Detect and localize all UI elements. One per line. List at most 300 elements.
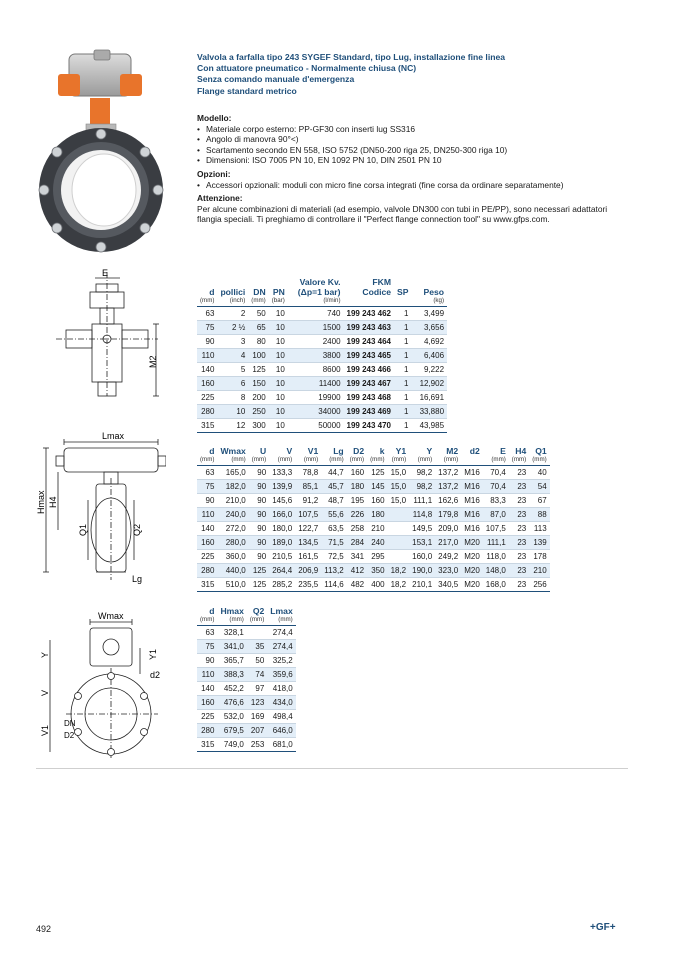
table-row	[197, 508, 550, 522]
table-cell: 280	[197, 405, 217, 419]
table-cell: 118,0	[483, 550, 509, 564]
table-row	[197, 724, 296, 738]
table-cell: 315	[197, 578, 217, 592]
dim-label-dn: DN	[64, 719, 76, 728]
table-cell: 249,2	[435, 550, 461, 564]
opzioni-item: • Accessori opzionali: moduli con micro fine corsa integrati (fine corsa da ordinare separatamente)	[197, 180, 586, 191]
dim-label-v: V	[40, 689, 50, 696]
table-row	[197, 640, 296, 654]
col-header-line2: (Δp=1 bar)	[297, 287, 341, 297]
table-cell: 168,0	[483, 578, 509, 592]
table-cell: 280	[197, 724, 217, 738]
dim-label-v1: V1	[40, 724, 50, 736]
table-cell: 532,0	[217, 710, 246, 724]
table-cell: 434,0	[267, 696, 295, 710]
table-cell: 100	[248, 349, 268, 363]
table-cell: 328,1	[217, 626, 246, 640]
unit-cell: (mm)	[509, 456, 529, 466]
unit-cell: (mm)	[388, 456, 410, 466]
table-cell: 350	[367, 564, 387, 578]
modello-heading: Modello:	[197, 113, 232, 123]
table-cell: 199 243 469	[344, 405, 395, 419]
table-cell: 113,2	[321, 564, 346, 578]
table-cell: 90	[249, 494, 269, 508]
table-cell: 452,2	[217, 682, 246, 696]
table-row	[197, 682, 296, 696]
table-cell: 280	[197, 564, 217, 578]
table-cell: 3	[217, 335, 248, 349]
col-header: k	[379, 446, 385, 456]
table-cell: 87,0	[483, 508, 509, 522]
unit-cell	[461, 456, 483, 466]
table-cell: 210	[367, 522, 387, 536]
col-header: d2	[469, 446, 480, 456]
table-cell: 123	[247, 696, 267, 710]
unit-cell: (mm)	[483, 456, 509, 466]
col-header: Y1	[395, 446, 407, 456]
table-row	[197, 307, 447, 321]
product-photo	[36, 48, 186, 263]
table-cell: 110	[197, 508, 217, 522]
unit-cell: (inch)	[217, 297, 248, 307]
table-cell: 10	[269, 405, 288, 419]
table-cell: 90	[197, 335, 217, 349]
unit-cell: (mm)	[217, 456, 248, 466]
dim-label-lg: Lg	[132, 574, 143, 584]
table-row	[197, 349, 447, 363]
col-header: Q1	[535, 446, 547, 456]
col-header: D2	[353, 446, 365, 456]
table-cell: 160	[367, 494, 387, 508]
table-cell: 91,2	[295, 494, 321, 508]
unit-cell: (mm)	[248, 297, 268, 307]
table-cell: 55,6	[321, 508, 346, 522]
table-cell: 50	[248, 307, 268, 321]
table-cell: 10	[269, 419, 288, 433]
unit-cell: (mm)	[197, 456, 217, 466]
table-cell: 200	[248, 391, 268, 405]
unit-cell: (mm)	[321, 456, 346, 466]
table-cell: 340,5	[435, 578, 461, 592]
drawing-top-view	[36, 610, 166, 760]
table-cell: 8	[217, 391, 248, 405]
table-header-row	[197, 606, 296, 616]
table-cell: 23	[509, 522, 529, 536]
table-row	[197, 564, 550, 578]
table-cell: 50000	[288, 419, 344, 433]
table-row	[197, 377, 447, 391]
table-cell: 1500	[288, 321, 344, 335]
table-cell: 8600	[288, 363, 344, 377]
table-cell: 274,4	[267, 640, 295, 654]
unit-cell: (kg)	[411, 297, 447, 307]
table-cell: 23	[509, 466, 529, 480]
table-cell: 240,0	[217, 508, 248, 522]
table-row	[197, 494, 550, 508]
table-cell: 75	[197, 640, 217, 654]
col-header: U	[259, 446, 267, 456]
table-cell: 72,5	[321, 550, 346, 564]
table-cell: 23	[509, 578, 529, 592]
table-codes	[197, 277, 447, 433]
table-cell: 3,656	[411, 321, 447, 335]
table-cell: 160,0	[409, 550, 435, 564]
unit-cell: (mm)	[197, 616, 217, 626]
dim-label-q1: Q1	[78, 523, 88, 536]
table-cell: 139,9	[269, 480, 295, 494]
table-cell: 107,5	[295, 508, 321, 522]
table-cell: 161,5	[295, 550, 321, 564]
table-cell: 80	[248, 335, 268, 349]
table-cell: 111,1	[409, 494, 435, 508]
table-cell: 3800	[288, 349, 344, 363]
table-cell: 149,5	[409, 522, 435, 536]
table-cell: 258	[347, 522, 367, 536]
table-cell: 150	[248, 377, 268, 391]
col-header: E	[500, 446, 506, 456]
dim-label-e: E	[102, 268, 109, 278]
table-cell: 166,0	[269, 508, 295, 522]
table-cell: 264,4	[269, 564, 295, 578]
table-cell: 19900	[288, 391, 344, 405]
table-header-row	[197, 446, 550, 456]
table-cell: 74	[247, 668, 267, 682]
table-cell: 1	[394, 419, 411, 433]
table-cell: 190,0	[409, 564, 435, 578]
table-cell: 133,3	[269, 466, 295, 480]
table-cell: 388,3	[217, 668, 246, 682]
table-cell: M20	[461, 550, 483, 564]
table-cell: 15,0	[388, 494, 410, 508]
col-header: d	[209, 446, 215, 456]
table-cell: 412	[347, 564, 367, 578]
table-cell: 162,6	[435, 494, 461, 508]
table-cell: 145,6	[269, 494, 295, 508]
col-header: pollici	[220, 287, 246, 297]
description	[197, 110, 617, 225]
table-cell: 1	[394, 349, 411, 363]
table-cell: 35	[247, 640, 267, 654]
table-cell: 250	[248, 405, 268, 419]
table-cell: 113	[529, 522, 549, 536]
table-cell: 284	[347, 536, 367, 550]
table-cell: 400	[367, 578, 387, 592]
table-row	[197, 578, 550, 592]
table-row	[197, 405, 447, 419]
table-cell: 145	[367, 480, 387, 494]
unit-cell: (mm)	[249, 456, 269, 466]
table-cell: 90	[249, 480, 269, 494]
col-header: Hmax	[220, 606, 244, 616]
table-cell: 98,2	[409, 480, 435, 494]
table-cell: 98,2	[409, 466, 435, 480]
gf-logo: +GF+	[590, 922, 616, 933]
dim-label-lmax: Lmax	[102, 431, 125, 441]
table-cell: 90	[249, 522, 269, 536]
table-cell: 83,3	[483, 494, 509, 508]
dim-label-h4: H4	[48, 496, 58, 508]
table-cell: 679,5	[217, 724, 246, 738]
table-row	[197, 480, 550, 494]
unit-cell: (mm)	[435, 456, 461, 466]
table-cell: M16	[461, 466, 483, 480]
table-cell: 199 243 467	[344, 377, 395, 391]
table-cell: 2400	[288, 335, 344, 349]
dim-label-m2: M2	[148, 355, 158, 368]
table-cell: 43,985	[411, 419, 447, 433]
unit-cell: (mm)	[217, 616, 246, 626]
table-cell: 646,0	[267, 724, 295, 738]
table-cell: 498,4	[267, 710, 295, 724]
table-cell: 1	[394, 321, 411, 335]
table-cell: 11400	[288, 377, 344, 391]
table-cell: 360,0	[217, 550, 248, 564]
unit-cell: (mm)	[347, 456, 367, 466]
table-cell: 75	[197, 480, 217, 494]
table-cell: 15,0	[388, 480, 410, 494]
table-cell: 45,7	[321, 480, 346, 494]
table-cell: 199 243 465	[344, 349, 395, 363]
table-cell: 272,0	[217, 522, 248, 536]
table-cell: 137,2	[435, 466, 461, 480]
table-cell: 189,0	[269, 536, 295, 550]
table-row	[197, 738, 296, 752]
table-cell: 90	[249, 536, 269, 550]
drawing-side-view	[52, 268, 167, 413]
col-header: Q2	[252, 606, 265, 616]
table-cell: 482	[347, 578, 367, 592]
table-cell: 325,2	[267, 654, 295, 668]
col-header: d	[209, 606, 215, 616]
table-cell: 749,0	[217, 738, 246, 752]
table-cell: 280,0	[217, 536, 248, 550]
table-cell: 23	[509, 536, 529, 550]
col-header: Wmax	[220, 446, 246, 456]
col-header: Lg	[333, 446, 344, 456]
table-cell: 180	[347, 480, 367, 494]
table-cell: 65	[248, 321, 268, 335]
product-title	[197, 52, 637, 97]
table-cell: 365,7	[217, 654, 246, 668]
table-row	[197, 626, 296, 640]
table-cell: 10	[269, 335, 288, 349]
table-cell: 97	[247, 682, 267, 696]
footer-divider	[36, 768, 628, 769]
table-cell: 139	[529, 536, 549, 550]
title-line: Con attuatore pneumatico - Normalmente chiusa (NC)	[197, 63, 417, 74]
table-row	[197, 536, 550, 550]
modello-item: • Scartamento secondo EN 558, ISO 5752 (DN50-200 riga 25, DN250-300 riga 10)	[197, 145, 617, 156]
table-row	[197, 522, 550, 536]
table-cell: 199 243 464	[344, 335, 395, 349]
col-header-line1: FKM	[372, 277, 392, 287]
table-cell: 122,7	[295, 522, 321, 536]
table-row	[197, 321, 447, 335]
unit-cell: (mm)	[197, 297, 217, 307]
table-cell: 169	[247, 710, 267, 724]
col-header: PN	[272, 287, 285, 297]
table-cell: 3,499	[411, 307, 447, 321]
table-cell: 54	[529, 480, 549, 494]
table-cell: M20	[461, 564, 483, 578]
table-cell: 160	[197, 377, 217, 391]
table-cell: 210,1	[409, 578, 435, 592]
title-line: Valvola a farfalla tipo 243 SYGEF Standard, tipo Lug, installazione fine linea	[197, 52, 506, 62]
table-cell: 510,0	[217, 578, 248, 592]
table-cell: 63,5	[321, 522, 346, 536]
table-cell: 199 243 468	[344, 391, 395, 405]
table-cell: 125	[249, 564, 269, 578]
table-cell: 90	[249, 466, 269, 480]
table-cell: M16	[461, 480, 483, 494]
table-cell: 418,0	[267, 682, 295, 696]
table-cell: 90	[249, 508, 269, 522]
table-cell: 235,5	[295, 578, 321, 592]
table-row	[197, 419, 447, 433]
table-cell: 148,0	[483, 564, 509, 578]
col-header: V	[286, 446, 293, 456]
unit-cell: (mm)	[295, 456, 321, 466]
unit-cell: (mm)	[267, 616, 295, 626]
table-cell: 70,4	[483, 466, 509, 480]
table-cell: 63	[197, 626, 217, 640]
table-cell: 199 243 463	[344, 321, 395, 335]
table-cell: 23	[509, 480, 529, 494]
col-header: Peso	[423, 287, 445, 297]
table-cell: 63	[197, 307, 217, 321]
table-cell	[388, 508, 410, 522]
table-units-row	[197, 456, 550, 466]
unit-cell: (bar)	[269, 297, 288, 307]
table-cell: 285,2	[269, 578, 295, 592]
drawing-front-view	[36, 430, 166, 590]
table-cell: 180,0	[269, 522, 295, 536]
col-header-line2: Codice	[362, 287, 392, 297]
table-cell: 6	[217, 377, 248, 391]
table-cell: 4	[217, 349, 248, 363]
col-header: M2	[446, 446, 459, 456]
col-header: V1	[307, 446, 319, 456]
dim-label-y1: Y1	[148, 648, 158, 660]
table-cell: 140	[197, 682, 217, 696]
table-cell: 114,6	[321, 578, 346, 592]
table-cell: 253	[247, 738, 267, 752]
table-cell: 78,8	[295, 466, 321, 480]
table-row	[197, 668, 296, 682]
table-cell: 114,8	[409, 508, 435, 522]
table-cell: 15,0	[388, 466, 410, 480]
table-cell: 18,2	[388, 564, 410, 578]
table-row	[197, 466, 550, 480]
table-cell: 75	[197, 321, 217, 335]
table-cell: 70,4	[483, 480, 509, 494]
table-cell: 1	[394, 391, 411, 405]
attenzione-heading: Attenzione:	[197, 193, 243, 204]
table-cell: 740	[288, 307, 344, 321]
table-dimensions	[197, 446, 550, 592]
col-header: d	[209, 287, 215, 297]
dim-label-q2: Q2	[132, 523, 142, 536]
table-cell: 315	[197, 419, 217, 433]
table-cell: 12	[217, 419, 248, 433]
table-cell: 10	[269, 377, 288, 391]
table-cell: 160	[347, 466, 367, 480]
table-row	[197, 391, 447, 405]
unit-cell: (mm)	[529, 456, 549, 466]
table-units-row	[197, 616, 296, 626]
table-cell: 40	[529, 466, 549, 480]
table-cell: 88	[529, 508, 549, 522]
table-cell: 10	[269, 321, 288, 335]
unit-cell: (l/min)	[288, 297, 344, 307]
table-cell: 34000	[288, 405, 344, 419]
col-header: Y	[426, 446, 433, 456]
table-cell: 295	[367, 550, 387, 564]
table-cell: 2	[217, 307, 248, 321]
table-cell: 1	[394, 363, 411, 377]
table-row	[197, 696, 296, 710]
col-header: DN	[253, 287, 266, 297]
title-line: Flange standard metrico	[197, 85, 297, 96]
col-header-line1: Valore Kv.	[299, 277, 341, 287]
table-cell: 71,5	[321, 536, 346, 550]
table-cell: 9,222	[411, 363, 447, 377]
dim-label-d2-big: D2	[64, 731, 75, 740]
table-cell: 44,7	[321, 466, 346, 480]
table-cell: 90	[197, 654, 217, 668]
table-cell: 225	[197, 550, 217, 564]
table-cell: M16	[461, 522, 483, 536]
table-cell: 5	[217, 363, 248, 377]
table-cell: 110	[197, 668, 217, 682]
table-cell: M20	[461, 578, 483, 592]
table-cell: 10	[217, 405, 248, 419]
table-cell: 199 243 466	[344, 363, 395, 377]
table-cell	[388, 536, 410, 550]
dim-label-wmax: Wmax	[98, 611, 124, 621]
table-cell: 207	[247, 724, 267, 738]
table-cell: 90	[197, 494, 217, 508]
table-cell: 12,902	[411, 377, 447, 391]
table-cell: 160	[197, 696, 217, 710]
dim-label-hmax: Hmax	[36, 490, 46, 514]
table-cell: 210	[529, 564, 549, 578]
table-cell: 341,0	[217, 640, 246, 654]
col-header: SP	[397, 287, 409, 297]
col-header	[288, 277, 344, 297]
table-cell: 209,0	[435, 522, 461, 536]
table-cell: 23	[509, 564, 529, 578]
table-cell: 195	[347, 494, 367, 508]
col-header	[344, 277, 395, 297]
table-cell: 300	[248, 419, 268, 433]
table-cell: 315	[197, 738, 217, 752]
table-cell: 10	[269, 307, 288, 321]
table-cell: 134,5	[295, 536, 321, 550]
dim-label-d2: d2	[150, 670, 161, 680]
table-cell: 67	[529, 494, 549, 508]
table-cell: 359,6	[267, 668, 295, 682]
table-cell: 179,8	[435, 508, 461, 522]
table-cell: 140	[197, 363, 217, 377]
table-cell: 6,406	[411, 349, 447, 363]
table-cell: 16,691	[411, 391, 447, 405]
table-cell: 33,880	[411, 405, 447, 419]
col-header: H4	[515, 446, 527, 456]
unit-cell: (mm)	[367, 456, 387, 466]
table-cell	[388, 550, 410, 564]
table-cell: 323,0	[435, 564, 461, 578]
